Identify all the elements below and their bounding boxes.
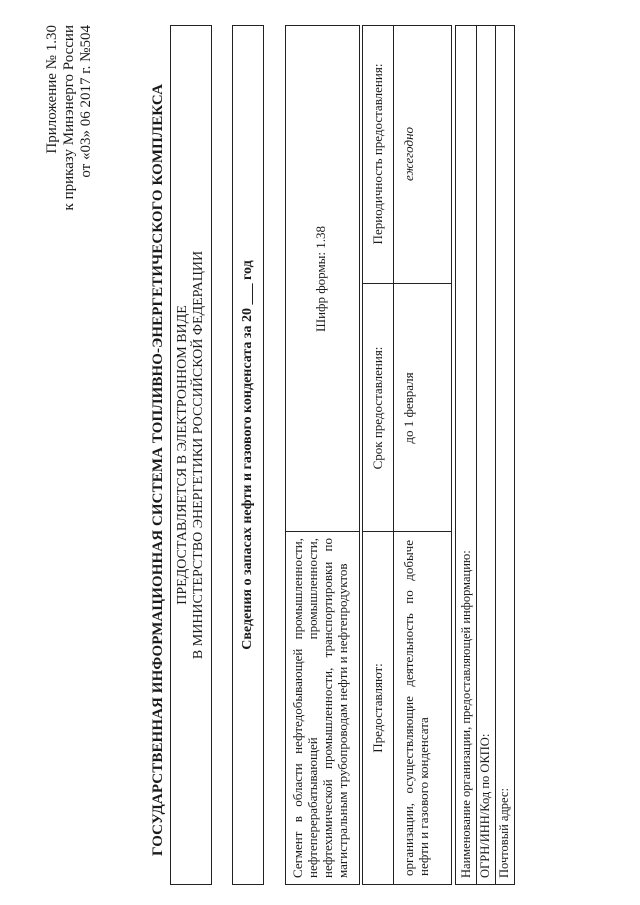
report-title: Сведения о запасах нефти и газового конденсата за 20 ___ год (240, 260, 255, 650)
org-row-divider-1 (476, 26, 477, 884)
appendix-header (44, 25, 95, 215)
value-deadline: до 1 февраля (401, 372, 416, 444)
report-title-box (232, 25, 264, 885)
header-deadline: Срок предоставления: (370, 346, 385, 470)
submission-table (362, 25, 452, 885)
table-header-divider (393, 26, 394, 884)
org-ids-label: ОГРН/ИНН/Код по ОКПО: (478, 733, 492, 878)
header-submitters: Предоставляют: (370, 663, 385, 753)
submit-notice-box (170, 25, 212, 885)
organization-info-box (455, 25, 515, 885)
submit-notice-line2: В МИНИСТЕРСТВО ЭНЕРГЕТИКИ РОССИЙСКОЙ ФЕДЕРАЦИИ (191, 250, 206, 660)
segment-box (285, 25, 360, 885)
appendix-number: Приложение № 1.30 (44, 25, 60, 154)
appendix-order: к приказу Минэнерго России (61, 25, 77, 211)
system-title: ГОСУДАРСТВЕННАЯ ИНФОРМАЦИОННАЯ СИСТЕМА ТОПЛИВНО-ЭНЕРГЕТИЧЕСКОГО КОМПЛЕКСА (150, 83, 166, 857)
org-name-label: Наименование организации, предоставляющей информацию: (459, 550, 473, 878)
org-row-divider-2 (495, 26, 496, 884)
submit-notice-line1: ПРЕДОСТАВЛЯЕТСЯ В ЭЛЕКТРОННОМ ВИДЕ (175, 305, 190, 605)
header-periodicity: Периодичность предоставления: (370, 63, 385, 245)
org-address-label: Почтовый адрес: (497, 788, 511, 878)
form-cipher: Шифр формы: 1.38 (313, 225, 328, 333)
value-periodicity: ежегодно (401, 126, 416, 182)
appendix-date: от «03» 06 2017 г. №504 (78, 25, 94, 178)
segment-text: Сегмент в области нефтедобывающей промышленности, нефтеперерабатывающей промышленности, нефтехимической промышленности, транспортировки по магистральным трубопроводам нефти и нефтепродуктов (290, 538, 350, 878)
value-submitters: организации, осуществляющие деятельность по добыче нефти и газового конденсата (401, 540, 431, 876)
